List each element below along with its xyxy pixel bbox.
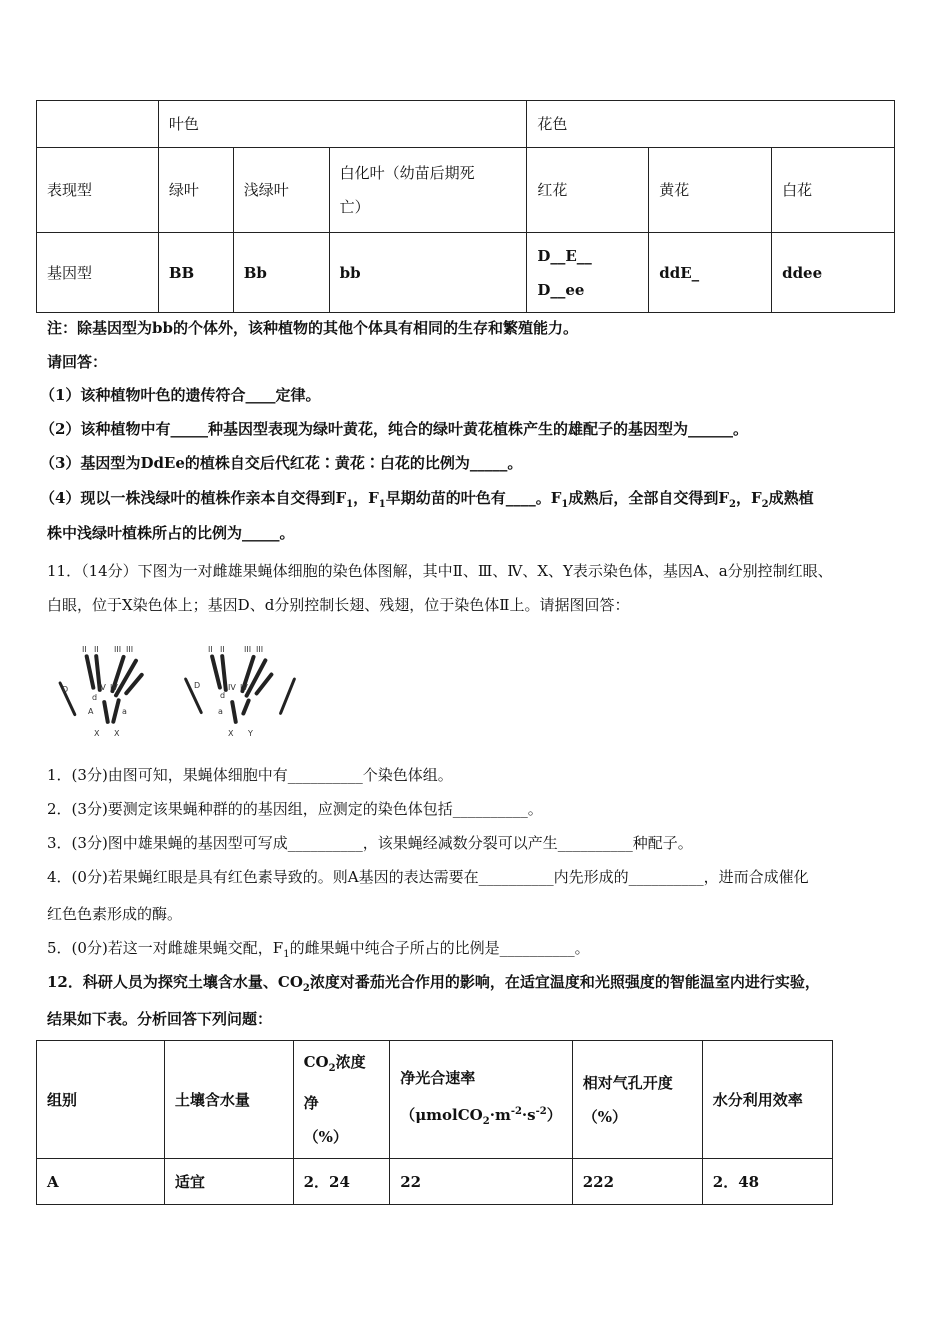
figure-label: IV xyxy=(98,683,106,692)
sub-question-5 xyxy=(47,937,590,966)
co2-sub: 2 xyxy=(328,1063,336,1074)
p12-part-2: 浓度对番茄光合作用的影响，在适宜温度和光照强度的智能温室内进行实验， xyxy=(309,973,820,991)
figure-label: III xyxy=(244,645,252,654)
figure-label: IV xyxy=(110,683,118,692)
figure-label: II xyxy=(208,645,213,654)
chromosome-shape xyxy=(102,700,110,724)
chromosome-shape xyxy=(241,698,251,716)
cell-genotype-white: ddee xyxy=(772,233,895,313)
figure-label: III xyxy=(114,645,122,654)
figure-label: a xyxy=(218,707,223,716)
cell-group-a: A xyxy=(37,1159,165,1205)
sub-question-2: 2．(3分)要测定该果蝇种群的的基因组，应测定的染色体包括__________。 xyxy=(47,800,543,818)
p12-part-1: 12．科研人员为探究土壤含水量、CO xyxy=(47,973,303,991)
chromosome-shape xyxy=(111,698,121,724)
chromosome-shape xyxy=(84,654,95,690)
cell-white-flower: 白花 xyxy=(772,148,895,233)
figure-label: D xyxy=(62,685,69,694)
header-leaf-color: 叶色 xyxy=(158,101,527,148)
empty-corner-cell xyxy=(37,101,159,148)
header-group: 组别 xyxy=(37,1041,165,1159)
cell-genotype-bb-mixed: Bb xyxy=(233,233,329,313)
chromosome-shape xyxy=(230,700,238,724)
chromosome-shape xyxy=(210,654,223,690)
q4-sub-1: 1 xyxy=(346,499,354,510)
co2-conc: 浓度 xyxy=(335,1053,366,1071)
trait-table xyxy=(36,100,895,313)
so-line-2: （%） xyxy=(582,1107,627,1126)
np-line-2 xyxy=(400,1095,562,1139)
cell-albino-leaf xyxy=(329,148,527,233)
problem-11-line-2: 白眼，位于X染色体上；基因D、d分别控制长翅、残翅，位于染色体Ⅱ上。请据图回答： xyxy=(47,596,630,614)
cell-water-efficiency: 2．48 xyxy=(702,1159,832,1205)
s5-part-2: 的雌果蝇中纯合子所占的比例是__________。 xyxy=(289,939,590,957)
header-stomatal-opening xyxy=(572,1041,702,1159)
question-2: （2）该种植物中有_____种基因型表现为绿叶黄花，纯合的绿叶黄花植株产生的雄配子的基因型为______。 xyxy=(40,420,748,438)
q4-part-6: 成熟植 xyxy=(768,489,814,507)
figure-label: X xyxy=(228,729,234,738)
figure-label: Y xyxy=(248,729,253,738)
q4-part-4: 成熟后，全部自交得到F xyxy=(568,489,729,507)
genotype-red-2: D__ee xyxy=(537,280,585,299)
figure-label: d xyxy=(92,693,98,702)
p12-sub: 2 xyxy=(302,983,310,994)
figure-label: X xyxy=(94,729,100,738)
s5-part-1: 5．(0分)若这一对雌雄果蝇交配，F xyxy=(47,939,284,957)
cell-net-photosynthesis: 22 xyxy=(390,1159,573,1205)
np-unit-1: （μmolCO xyxy=(400,1105,483,1124)
problem-11-line-1: 11．（14分）下图为一对雌雄果蝇体细胞的染色体图解，其中Ⅱ、Ⅲ、Ⅳ、X、Y表示染色体，基因A、a分别控制红眼、 xyxy=(47,562,833,580)
sub-question-4-line-2: 红色色素形成的酶。 xyxy=(47,905,183,923)
q4-sub-3: 1 xyxy=(561,499,569,510)
figure-label: II xyxy=(94,645,99,654)
row-label-genotype: 基因型 xyxy=(37,233,159,313)
question-1: （1）该种植物叶色的遗传符合____定律。 xyxy=(40,386,321,404)
np-unit-3: ·s xyxy=(521,1105,536,1124)
co2-text: CO xyxy=(303,1053,329,1071)
chromosome-shape xyxy=(279,677,297,715)
co2-line-2: 净 xyxy=(303,1094,319,1112)
problem-12-line-2: 结果如下表。分析回答下列问题： xyxy=(47,1010,273,1028)
male-chromosome-figure xyxy=(180,640,300,740)
header-water-efficiency: 水分利用效率 xyxy=(702,1041,832,1159)
female-chromosome-figure xyxy=(52,640,162,740)
sub-question-3: 3．(3分)图中雄果蝇的基因型可写成__________，该果蝇经减数分裂可以产生__________种配子。 xyxy=(47,834,693,852)
row-label-phenotype: 表现型 xyxy=(37,148,159,233)
np-line-1: 净光合速率 xyxy=(400,1068,476,1087)
cell-genotype-bb-upper: BB xyxy=(158,233,233,313)
cell-co2: 2．24 xyxy=(293,1159,390,1205)
figure-label: A xyxy=(88,707,94,716)
np-unit-sub: 2 xyxy=(482,1115,490,1127)
q4-sub-2: 1 xyxy=(378,499,386,510)
experiment-table xyxy=(36,1040,833,1205)
np-unit-2: ·m xyxy=(489,1105,511,1124)
np-unit-4: ） xyxy=(546,1105,562,1124)
header-co2 xyxy=(293,1041,390,1159)
cell-genotype-yellow: ddE_ xyxy=(649,233,772,313)
figure-label: III xyxy=(256,645,264,654)
figure-label: II xyxy=(220,645,225,654)
albino-line-2: 亡） xyxy=(339,198,370,216)
figure-label: IV xyxy=(240,683,248,692)
sub-question-4-line-1: 4．(0分)若果蝇红眼是具有红色素导致的。则A基因的表达需要在__________内先形成的__________，进而合成催化 xyxy=(47,868,809,886)
question-4-line-2: 株中浅绿叶植株所占的比例为_____。 xyxy=(47,524,295,542)
cell-red-flower: 红花 xyxy=(527,148,649,233)
q4-part-5: ，F xyxy=(735,489,762,507)
question-3: （3）基因型为DdEe的植株自交后代红花∶黄花∶白花的比例为_____。 xyxy=(40,454,523,472)
np-unit-sup-1: -2 xyxy=(510,1105,522,1117)
figure-label: III xyxy=(126,645,134,654)
np-unit-sup-2: -2 xyxy=(535,1105,547,1117)
header-soil-water: 土壤含水量 xyxy=(164,1041,293,1159)
figure-label: IV xyxy=(228,683,236,692)
header-flower-color: 花色 xyxy=(527,101,895,148)
cell-soil-water: 适宜 xyxy=(164,1159,293,1205)
co2-line-1 xyxy=(304,1045,380,1086)
q4-sub-4: 2 xyxy=(728,499,736,510)
q4-sub-5: 2 xyxy=(761,499,769,510)
cell-light-green-leaf: 浅绿叶 xyxy=(233,148,329,233)
figure-label: II xyxy=(82,645,87,654)
figure-label: D xyxy=(194,681,201,690)
sub-question-1: 1．(3分)由图可知，果蝇体细胞中有__________个染色体组。 xyxy=(47,766,453,784)
albino-line-1: 白化叶（幼苗后期死 xyxy=(339,164,475,182)
question-4-line-1 xyxy=(40,487,814,516)
problem-12-line-1 xyxy=(47,971,820,1000)
answer-prompt: 请回答： xyxy=(47,353,108,371)
genotype-red-1: D__E__ xyxy=(537,246,592,265)
q4-part-1: （4）现以一株浅绿叶的植株作亲本自交得到F xyxy=(40,489,347,507)
header-net-photosynthesis xyxy=(390,1041,573,1159)
q4-part-3: 早期幼苗的叶色有____。F xyxy=(385,489,562,507)
so-line-1: 相对气孔开度 xyxy=(582,1073,673,1092)
q4-part-2: ，F xyxy=(353,489,379,507)
figure-label: d xyxy=(220,691,226,700)
s5-sub: 1 xyxy=(283,949,290,960)
cell-stomatal-opening: 222 xyxy=(572,1159,702,1205)
figure-label: a xyxy=(122,707,127,716)
table-note: 注：除基因型为bb的个体外，该种植物的其他个体具有相同的生存和繁殖能力。 xyxy=(47,319,578,337)
co2-line-3: （%） xyxy=(303,1128,348,1146)
cell-green-leaf: 绿叶 xyxy=(158,148,233,233)
cell-genotype-red xyxy=(527,233,649,313)
cell-yellow-flower: 黄花 xyxy=(649,148,772,233)
figure-label: X xyxy=(114,729,120,738)
cell-genotype-bb-lower: bb xyxy=(329,233,527,313)
